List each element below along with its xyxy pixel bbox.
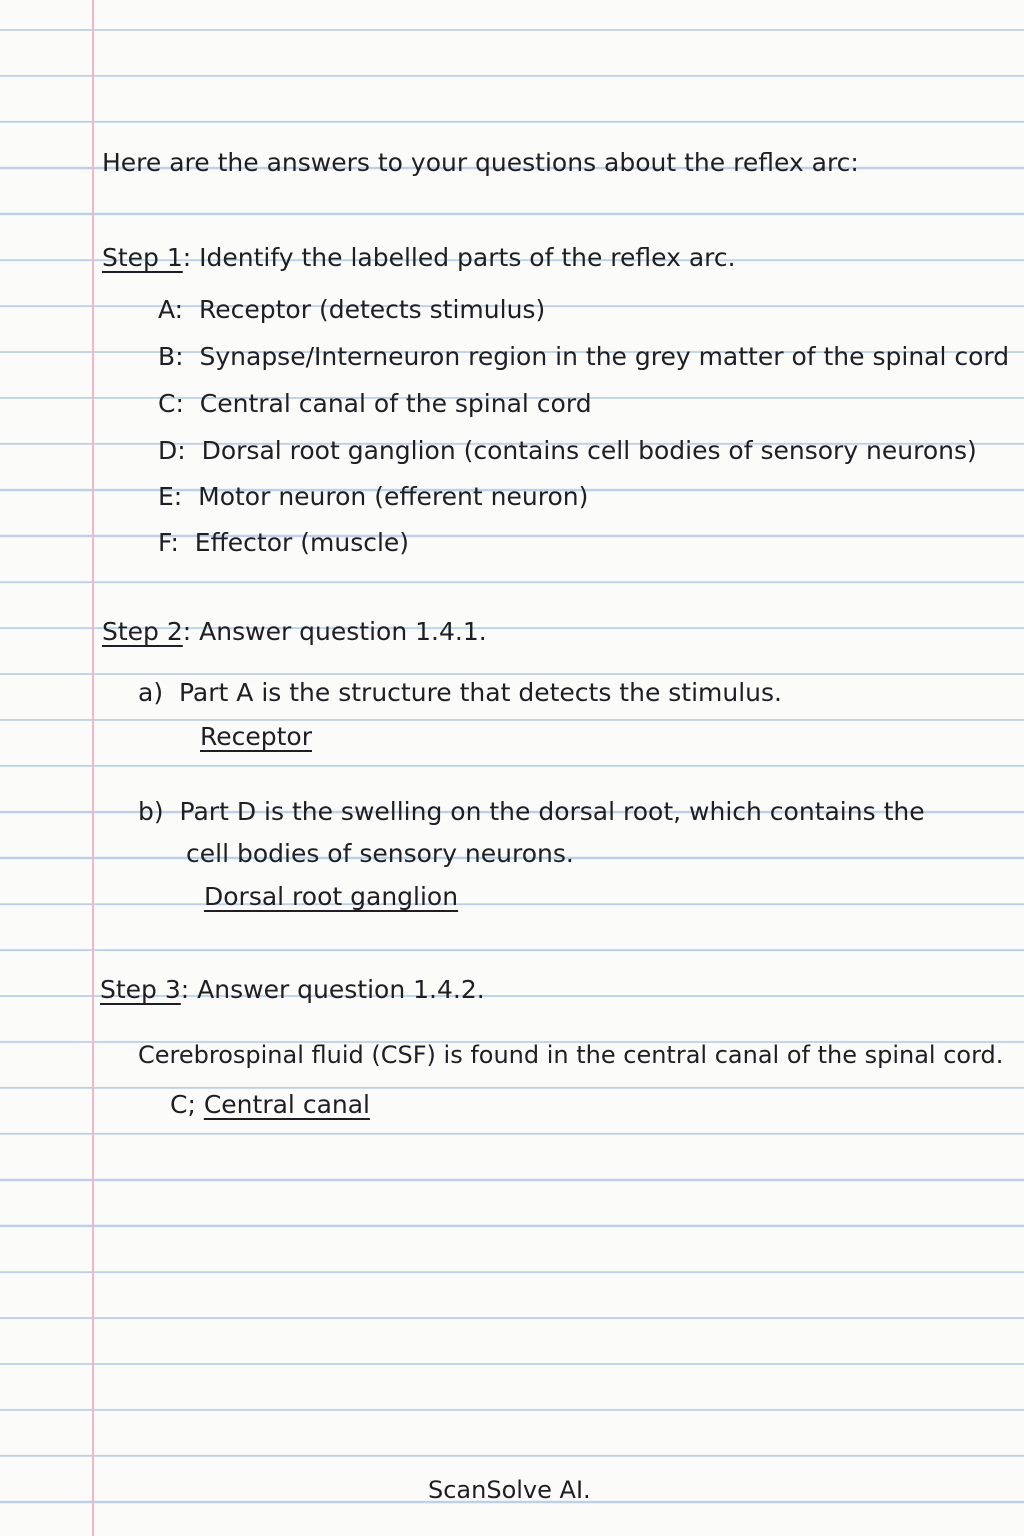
item-text: Motor neuron (efferent neuron): [198, 482, 589, 511]
part-marker: a): [138, 678, 164, 707]
part-text: Part D is the swelling on the dorsal root, which contains the: [179, 797, 925, 826]
answer-receptor: Receptor: [200, 722, 312, 751]
intro-text: Here are the answers to your questions about the reflex arc:: [102, 148, 859, 177]
step2-title: : Answer question 1.4.1.: [182, 617, 487, 646]
item-letter: A: [158, 295, 175, 324]
step1-label: Step 1: [102, 243, 183, 272]
item-text: Dorsal root ganglion (contains cell bodies of sensory neurons): [201, 436, 977, 465]
item-letter: B: [158, 342, 176, 371]
answer-dorsal-root-ganglion: Dorsal root ganglion: [204, 882, 459, 911]
step2-part-b: [138, 797, 925, 827]
step2-label: Step 2: [102, 617, 183, 646]
step3-heading: [100, 975, 485, 1005]
item-text: Receptor (detects stimulus): [199, 295, 546, 324]
step3-label: Step 3: [100, 975, 181, 1004]
step3-title: : Answer question 1.4.2.: [180, 975, 485, 1004]
step1-item-d: D: Dorsal root ganglion (contains cell bodies of sensory neurons): [158, 436, 977, 465]
part-text: Part A is the structure that detects the stimulus.: [178, 678, 782, 707]
item-letter: F: [158, 528, 171, 557]
answer-letter: C;: [170, 1090, 196, 1119]
step2-heading: [102, 617, 487, 647]
item-text: Effector (muscle): [194, 528, 410, 557]
step3-text: Cerebrospinal fluid (CSF) is found in the central canal of the spinal cord.: [138, 1041, 1004, 1069]
item-letter: E: [158, 482, 174, 511]
step2-part-b-line2: cell bodies of sensory neurons.: [186, 839, 574, 868]
margin-line: [92, 0, 94, 1536]
step1-item-a: A: Receptor (detects stimulus): [158, 295, 546, 324]
item-letter: C: [158, 389, 176, 418]
answer-central-canal: Central canal: [203, 1090, 370, 1119]
item-letter: D: [158, 436, 178, 465]
step1-item-e: E: Motor neuron (efferent neuron): [158, 482, 589, 511]
footer-brand: ScanSolve AI.: [428, 1476, 591, 1504]
step1-title: : Identify the labelled parts of the reflex arc.: [182, 243, 736, 272]
step1-item-c: C: Central canal of the spinal cord: [158, 389, 592, 418]
step2-part-a: [138, 678, 782, 708]
part-marker: b): [138, 797, 164, 826]
item-text: Central canal of the spinal cord: [199, 389, 592, 418]
step1-heading: [102, 243, 736, 273]
step1-item-f: F: Effector (muscle): [158, 528, 410, 557]
item-text: Synapse/Interneuron region in the grey matter of the spinal cord: [199, 342, 1010, 371]
step1-item-b: B: Synapse/Interneuron region in the grey matter of the spinal cord: [158, 342, 1010, 371]
step3-answer: [170, 1090, 370, 1120]
